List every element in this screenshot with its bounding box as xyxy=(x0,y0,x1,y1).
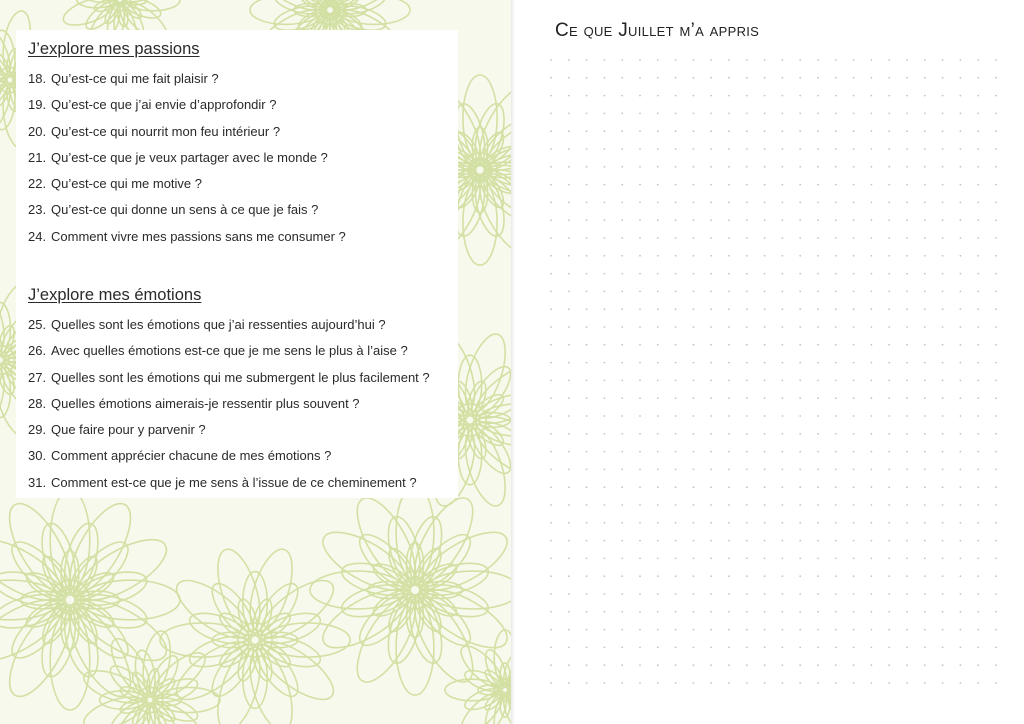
question-item: 31. Comment est-ce que je me sens à l’issue de ce cheminement ? xyxy=(28,474,417,490)
question-item: 28. Quelles émotions aimerais-je ressentir plus souvent ? xyxy=(28,395,360,411)
question-item: 23. Qu’est-ce qui donne un sens à ce que je fais ? xyxy=(28,202,319,218)
question-item: 24. Comment vivre mes passions sans me consumer ? xyxy=(28,228,346,244)
question-item: 20. Qu’est-ce qui nourrit mon feu intérieur ? xyxy=(28,123,281,139)
section-title-passions: J’explore mes passions xyxy=(28,40,200,58)
question-item: 27. Quelles sont les émotions qui me submergent le plus facilement ? xyxy=(28,369,430,385)
question-item: 18. Qu’est-ce qui me fait plaisir ? xyxy=(28,71,219,86)
question-item: 19. Qu’est-ce que j’ai envie d’approfondir ? xyxy=(28,97,277,113)
question-item: 22. Qu’est-ce qui me motive ? xyxy=(28,176,203,192)
emotions-question-list xyxy=(28,312,430,496)
question-item: 30. Comment apprécier chacune de mes émotions ? xyxy=(28,448,332,464)
question-item: 25. Quelles sont les émotions que j’ai ressenties aujourd’hui ? xyxy=(28,317,386,332)
passions-question-list xyxy=(28,66,346,250)
right-page xyxy=(515,0,1024,724)
dot-grid xyxy=(515,0,1024,724)
section-title-emotions: J’explore mes émotions xyxy=(28,286,202,304)
question-item: 26. Avec quelles émotions est-ce que je me sens le plus à l’aise ? xyxy=(28,343,408,359)
question-item: 29. Que faire pour y parvenir ? xyxy=(28,422,206,438)
question-item: 21. Qu’est-ce que je veux partager avec le monde ? xyxy=(28,149,328,165)
page-title: Ce que Juillet m’a appris xyxy=(555,20,760,41)
